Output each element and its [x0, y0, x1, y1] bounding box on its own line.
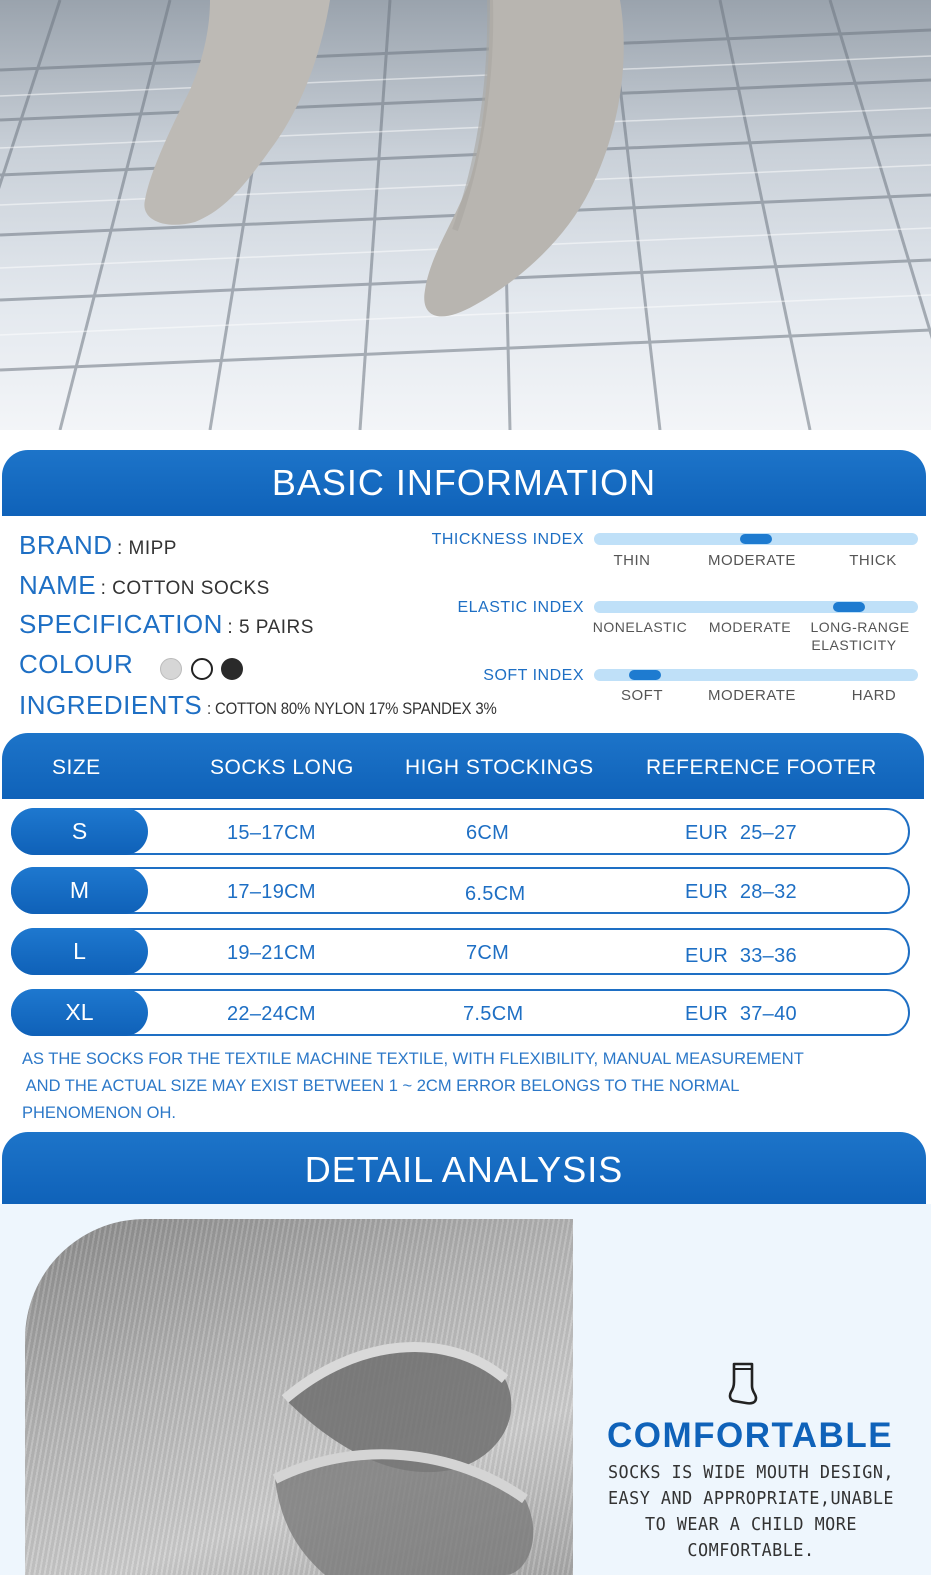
socks-long-cell: 22–24CM	[227, 1003, 316, 1025]
comfortable-description	[583, 1460, 919, 1564]
elastic-index-track	[594, 601, 918, 613]
specification-value: : 5 PAIRS	[227, 617, 314, 638]
brand-value: : MIPP	[116, 538, 177, 559]
desc-line-1: SOCKS IS WIDE MOUTH DESIGN,	[607, 1463, 895, 1483]
reference-footer-cell: EUR 25–27	[685, 822, 797, 844]
thickness-tick-thick: THICK	[849, 552, 897, 569]
col-header-high-stockings: HIGH STOCKINGS	[405, 756, 594, 779]
colour-row	[19, 649, 247, 680]
size-pill: M	[11, 867, 148, 914]
size-row-xl	[11, 989, 910, 1036]
elastic-index-label: ELASTIC INDEX	[457, 599, 584, 616]
measurement-note	[22, 1046, 912, 1127]
brand-key: BRAND	[19, 530, 113, 560]
soft-index-track	[594, 669, 918, 681]
note-line-2: AND THE ACTUAL SIZE MAY EXIST BETWEEN 1 ~ 2CM ERROR BELONGS TO THE NORMAL	[22, 1077, 740, 1095]
hero-photo-socks-on-grid	[0, 0, 931, 430]
brand-row	[19, 530, 177, 561]
colour-swatch-grey	[160, 658, 182, 680]
note-line-1: AS THE SOCKS FOR THE TEXTILE MACHINE TEXTILE, WITH FLEXIBILITY, MANUAL MEASUREMENT	[22, 1050, 804, 1068]
size-pill: L	[11, 928, 148, 975]
high-stockings-cell: 7.5CM	[463, 1003, 524, 1025]
soft-index-marker	[629, 670, 661, 680]
thickness-index-label: THICKNESS INDEX	[431, 531, 584, 548]
name-key: NAME	[19, 570, 97, 600]
elastic-index-marker	[833, 602, 865, 612]
reference-footer-cell: EUR 33–36	[685, 945, 797, 967]
comfortable-heading: COMFORTABLE	[606, 1416, 894, 1455]
elastic-tick-long-range: LONG-RANGE	[810, 619, 910, 635]
high-stockings-cell: 6CM	[466, 822, 510, 844]
size-table-header	[2, 733, 924, 799]
size-row-l	[11, 928, 910, 975]
specification-row	[19, 609, 314, 640]
soft-tick-soft: SOFT	[621, 687, 663, 704]
col-header-size: SIZE	[52, 756, 101, 779]
reference-footer-cell: EUR 28–32	[685, 881, 797, 903]
name-value: : COTTON SOCKS	[100, 578, 270, 599]
thickness-index-track	[594, 533, 918, 545]
detail-analysis-header: DETAIL ANALYSIS	[2, 1132, 926, 1204]
col-header-reference-footer: REFERENCE FOOTER	[646, 756, 877, 779]
size-pill: S	[11, 808, 148, 855]
elastic-tick-nonelastic: NONELASTIC	[592, 619, 688, 635]
desc-line-3: TO WEAR A CHILD MORE COMFORTABLE.	[645, 1515, 857, 1561]
ingredients-value: : COTTON 80% NYLON 17% SPANDEX 3%	[206, 699, 497, 718]
high-stockings-cell: 7CM	[466, 942, 510, 964]
ingredients-row	[19, 690, 536, 721]
colour-swatch-black	[221, 658, 243, 680]
socks-long-cell: 15–17CM	[227, 822, 316, 844]
size-row-m	[11, 867, 910, 914]
note-line-3: PHENOMENON OH.	[22, 1104, 177, 1122]
size-pill: XL	[11, 989, 148, 1036]
thickness-tick-moderate: MODERATE	[708, 552, 796, 569]
socks-long-cell: 19–21CM	[227, 942, 316, 964]
size-row-s	[11, 808, 910, 855]
ingredients-key: INGREDIENTS	[19, 690, 203, 720]
soft-tick-moderate: MODERATE	[708, 687, 796, 704]
specification-key: SPECIFICATION	[19, 609, 223, 639]
elastic-tick-elasticity: ELASTICITY	[811, 637, 897, 653]
socks-long-cell: 17–19CM	[227, 881, 316, 903]
elastic-tick-moderate: MODERATE	[708, 619, 792, 635]
colour-swatch-white	[191, 658, 213, 680]
sock-fabric-closeup-photo	[25, 1219, 573, 1575]
soft-tick-hard: HARD	[851, 687, 897, 704]
desc-line-2: EASY AND APPROPRIATE,UNABLE	[607, 1489, 895, 1509]
name-row	[19, 570, 270, 601]
basic-information-header: BASIC INFORMATION	[2, 450, 926, 516]
hero-illustration	[0, 0, 931, 430]
high-stockings-cell: 6.5CM	[465, 883, 526, 905]
sock-icon	[726, 1362, 760, 1406]
reference-footer-cell: EUR 37–40	[685, 1003, 797, 1025]
col-header-socks-long: SOCKS LONG	[210, 756, 354, 779]
colour-key: COLOUR	[19, 649, 134, 679]
soft-index-label: SOFT INDEX	[483, 667, 584, 684]
thickness-tick-thin: THIN	[613, 552, 651, 569]
thickness-index-marker	[740, 534, 772, 544]
